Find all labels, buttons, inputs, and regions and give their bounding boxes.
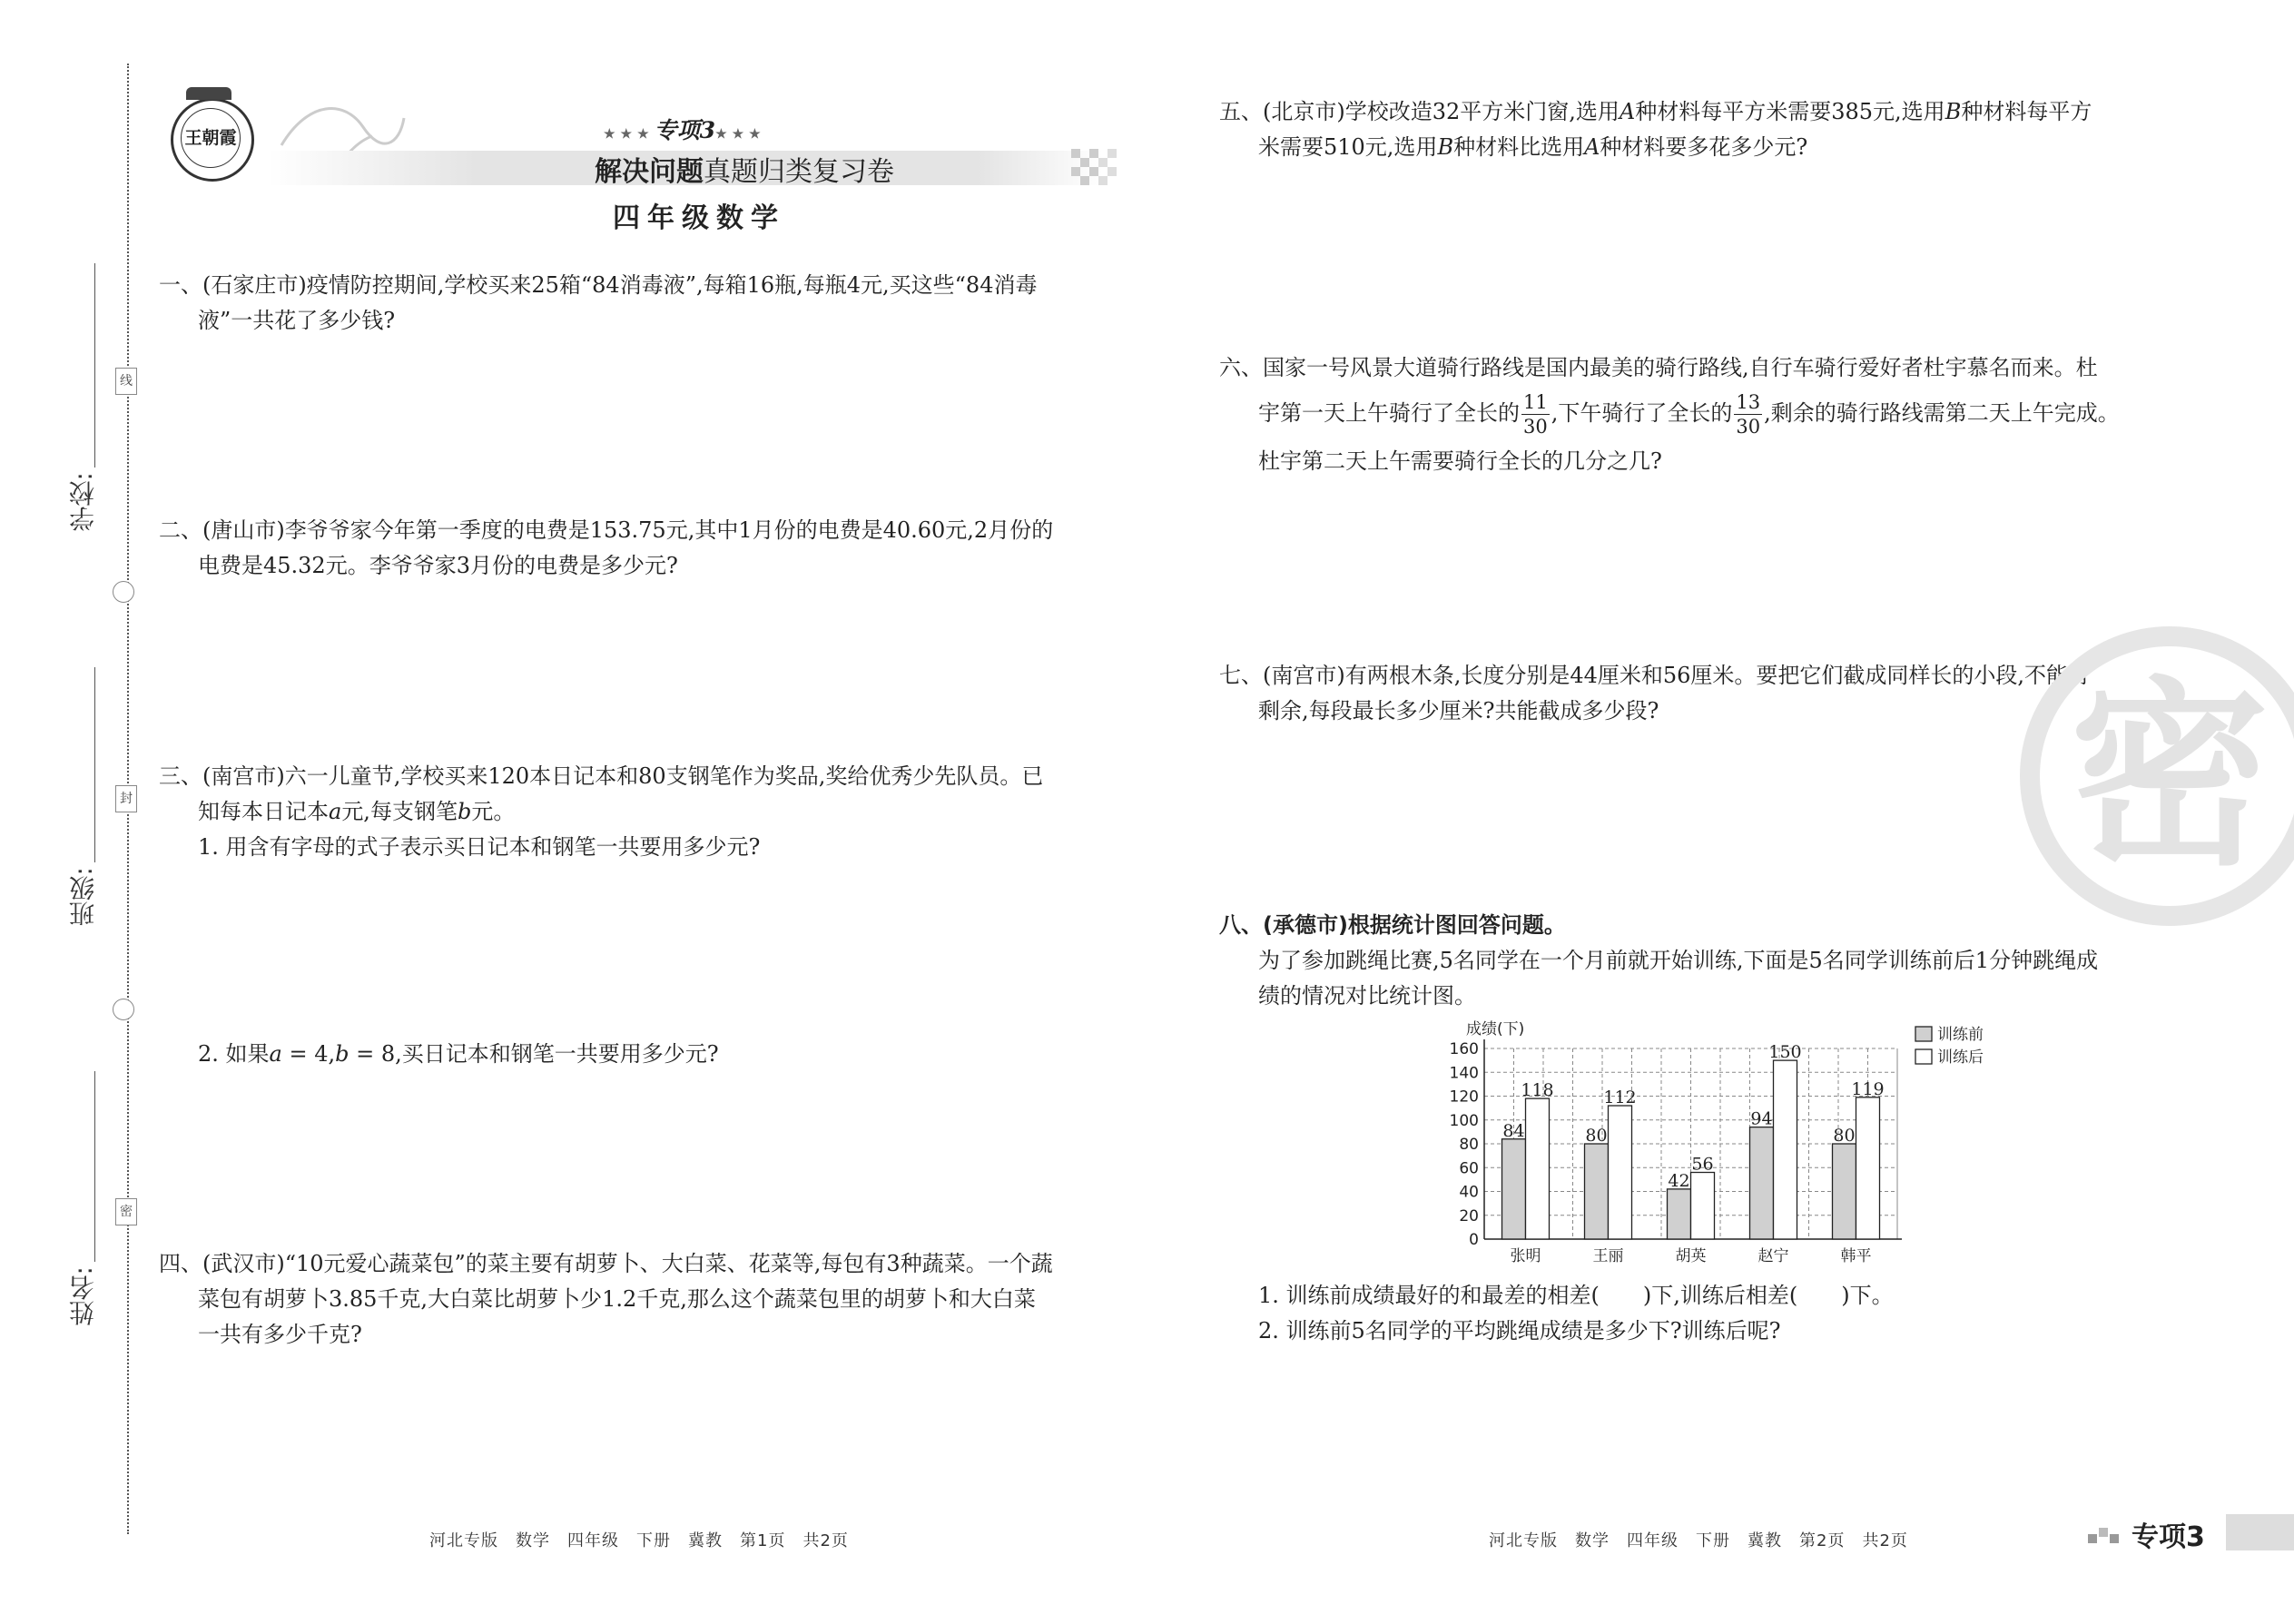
y-tick-label: 40: [1459, 1183, 1479, 1202]
fraction-13-30: $\frac{13}{30}$: [1736, 391, 1761, 438]
bar-after: [1526, 1098, 1550, 1239]
question-5-line: 米需要510元,选用B种材料比选用A种材料要多花多少元?: [1258, 134, 1808, 160]
stars-left-icon: ★★★: [604, 127, 655, 142]
seal-mark-mi: 密: [115, 1198, 137, 1225]
bar-before: [1833, 1144, 1856, 1239]
question-8-sub-1: 1. 训练前成绩最好的和最差的相差( )下,训练后相差( )下。: [1258, 1283, 1894, 1308]
data-label: 119: [1851, 1078, 1885, 1099]
data-label: 80: [1585, 1126, 1608, 1146]
y-tick-label: 20: [1459, 1206, 1479, 1225]
binding-hole-icon: [113, 999, 134, 1020]
question-8-line: 为了参加跳绳比赛,5名同学在一个月前就开始训练,下面是5名同学训练前后1分钟跳绳成: [1258, 948, 2099, 973]
question-3-sub-2: 2. 如果a = 4,b = 8,买日记本和钢笔一共要用多少元?: [198, 1041, 719, 1067]
secret-watermark: [2020, 626, 2294, 926]
bar-after: [1609, 1106, 1632, 1239]
page-title: 解决问题真题归类复习卷: [595, 156, 894, 188]
bar-after: [1691, 1173, 1715, 1240]
stars-right-icon: ★★★: [715, 127, 766, 142]
seal-mark-feng: 封: [115, 785, 137, 812]
y-tick-label: 160: [1449, 1040, 1479, 1058]
x-tick-label: 赵宁: [1757, 1247, 1789, 1265]
question-5: [1219, 94, 2227, 165]
name-label: 姓名:: [68, 1266, 98, 1326]
footer-right: 河北专版 数学 四年级 下册 冀教 第2页 共2页: [1489, 1531, 1908, 1550]
data-label: 56: [1691, 1154, 1714, 1175]
data-label: 150: [1768, 1042, 1802, 1063]
question-8: [1219, 908, 2227, 1014]
school-field-line[interactable]: [94, 263, 95, 468]
x-tick-label: 胡英: [1675, 1247, 1707, 1265]
logo-text: 王朝霞: [181, 108, 241, 168]
question-3: [159, 759, 1157, 865]
question-3-line: 知每本日记本a元,每支钢笔b元。: [198, 799, 516, 824]
question-4-line: 四、(武汉市)“10元爱心蔬菜包”的菜主要有胡萝卜、大白菜、花菜等,每包有3种蔬菜。一个蔬: [159, 1251, 1053, 1276]
data-label: 94: [1750, 1108, 1773, 1129]
question-2-line: 二、(唐山市)李爷爷家今年第一季度的电费是153.75元,其中1月份的电费是40.60元,2月份的: [159, 517, 1054, 543]
logo-badge: [171, 98, 254, 182]
x-tick-label: 张明: [1510, 1247, 1541, 1265]
footer-left: 河北专版 数学 四年级 下册 冀教 第1页 共2页: [429, 1531, 849, 1550]
data-label: 84: [1502, 1120, 1525, 1141]
x-tick-label: 韩平: [1840, 1247, 1872, 1265]
series-label: ★★★专项3★★★: [604, 117, 766, 143]
question-6-line: 六、国家一号风景大道骑行路线是国内最美的骑行路线,自行车骑行爱好者杜宇慕名而来。杜: [1219, 355, 2098, 380]
question-6-line: 宇第一天上午骑行了全长的 $\frac{11}{30}$ ,下午骑行了全长的 $\frac{13}{30}$ ,剩余的骑行路线需第二天上午完成。: [1258, 391, 2120, 438]
y-tick-label: 140: [1449, 1064, 1479, 1083]
y-tick-label: 80: [1459, 1136, 1479, 1154]
question-6: [1219, 345, 2227, 484]
question-8-line: 绩的情况对比统计图。: [1258, 983, 1476, 1009]
fraction-11-30: $\frac{11}{30}$: [1523, 391, 1548, 438]
class-label: 班级:: [68, 867, 98, 927]
legend-label: 训练前: [1937, 1026, 1984, 1044]
question-8-subs: [1258, 1278, 2211, 1349]
bar-chart: [1425, 1012, 2015, 1271]
watermark-char: 密: [2069, 660, 2269, 892]
question-1-line: 液”一共花了多少钱?: [198, 308, 396, 333]
question-7-line: 七、(南宫市)有两根木条,长度分别是44厘米和56厘米。要把它们截成同样长的小段,不能有: [1219, 663, 2091, 688]
y-tick-label: 0: [1469, 1231, 1479, 1249]
page-subtitle: 四年级数学: [613, 202, 785, 234]
data-label: 42: [1668, 1170, 1690, 1191]
question-1-line: 一、(石家庄市)疫情防控期间,学校买来25箱“84消毒液”,每箱16瓶,每瓶4元,买这些“84消毒: [159, 272, 1038, 298]
name-field-line[interactable]: [94, 1071, 95, 1262]
data-label: 112: [1603, 1088, 1637, 1107]
x-tick-label: 王丽: [1592, 1247, 1624, 1265]
question-4: [159, 1246, 1157, 1353]
question-1: [159, 268, 1157, 339]
bar-after: [1856, 1097, 1880, 1239]
data-label: 80: [1833, 1126, 1856, 1146]
question-6-line: 杜宇第二天上午需要骑行全长的几分之几?: [1258, 448, 1662, 474]
banner-checker-icon: [1071, 149, 1126, 187]
question-7-line: 剩余,每段最长多少厘米?共能截成多少段?: [1258, 698, 1659, 723]
legend-swatch: [1915, 1027, 1932, 1041]
bar-before: [1668, 1189, 1691, 1239]
question-2-line: 电费是45.32元。李爷爷家3月份的电费是多少元?: [198, 553, 678, 578]
bar-after: [1774, 1060, 1797, 1239]
legend-swatch: [1915, 1049, 1932, 1064]
school-label: 学校:: [68, 472, 98, 532]
question-8-line: 八、(承德市)根据统计图回答问题。: [1219, 912, 1566, 938]
y-axis-label: 成绩(下): [1466, 1020, 1525, 1038]
class-field-line[interactable]: [94, 667, 95, 862]
question-8-sub-2: 2. 训练前5名同学的平均跳绳成绩是多少下?训练后呢?: [1258, 1318, 1781, 1343]
binding-hole-icon: [113, 581, 134, 603]
data-label: 118: [1521, 1080, 1554, 1101]
question-4-line: 一共有多少千克?: [198, 1322, 362, 1347]
bar-before: [1750, 1127, 1774, 1239]
crown-icon: [186, 87, 231, 100]
question-5-line: 五、(北京市)学校改造32平方米门窗,选用A种材料每平方米需要385元,选用B种材料每平方: [1219, 99, 2092, 124]
question-3-line: 三、(南宫市)六一儿童节,学校买来120本日记本和80支钢笔作为奖品,奖给优秀少先队员。已: [159, 763, 1044, 789]
legend-label: 训练后: [1937, 1048, 1984, 1067]
y-tick-label: 100: [1449, 1111, 1479, 1130]
section-tab-label: 专项3: [2132, 1521, 2205, 1553]
bar-before: [1585, 1144, 1609, 1239]
question-3-sub-1: 1. 用含有字母的式子表示买日记本和钢笔一共要用多少元?: [198, 834, 761, 860]
question-2: [159, 513, 1157, 584]
seal-mark-xian: 线: [115, 368, 137, 395]
tab-checker-icon: [2088, 1521, 2124, 1548]
question-4-line: 菜包有胡萝卜3.85千克,大白菜比胡萝卜少1.2千克,那么这个蔬菜包里的胡萝卜和大白菜: [198, 1286, 1036, 1312]
y-tick-label: 120: [1449, 1088, 1479, 1107]
section-tab-bar: [2226, 1514, 2294, 1550]
y-tick-label: 60: [1459, 1159, 1479, 1178]
bar-before: [1502, 1139, 1526, 1239]
